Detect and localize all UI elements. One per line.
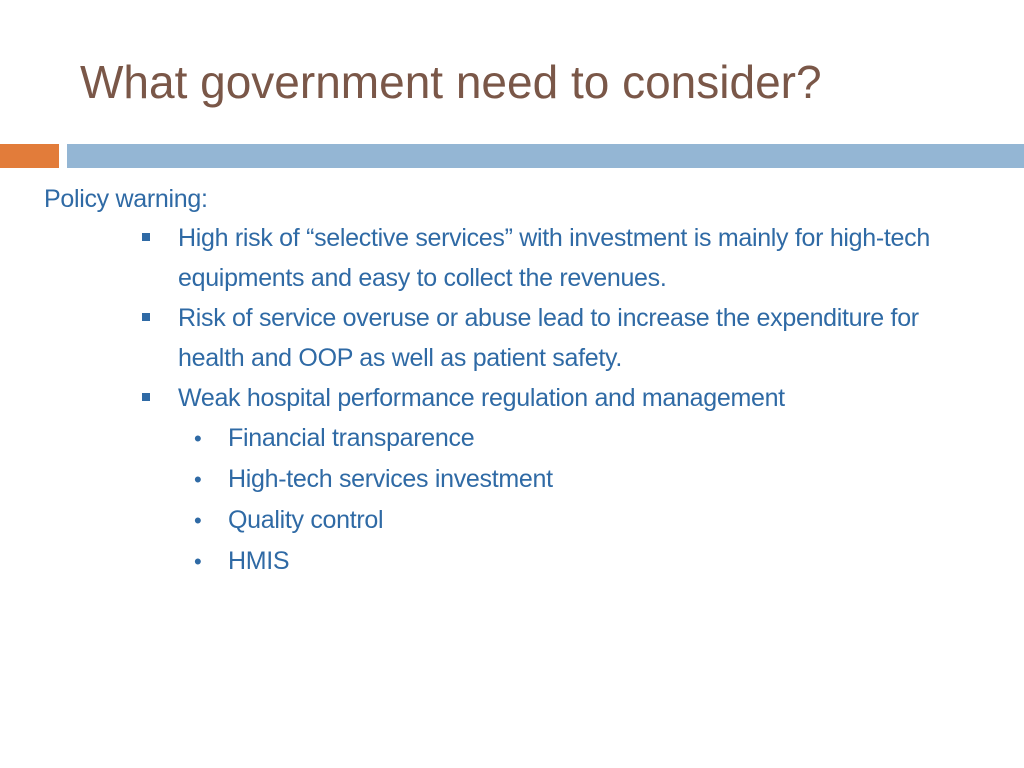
bullet-item xyxy=(136,298,984,378)
accent-bar-blue xyxy=(67,144,1024,168)
sub-bullet-text: HMIS xyxy=(228,547,290,575)
sub-bullet-item xyxy=(186,541,984,582)
slide-content xyxy=(44,180,984,582)
bullet-item xyxy=(136,378,984,582)
square-bullet-icon xyxy=(142,313,150,321)
bullet-text: Risk of service overuse or abuse lead to increase the expenditure for health and OOP as well as patient safety. xyxy=(178,304,919,372)
bullet-text: High risk of “selective services” with investment is mainly for high-tech equipments and easy to collect the revenues. xyxy=(178,224,930,292)
accent-bar-orange xyxy=(0,144,59,168)
square-bullet-icon xyxy=(142,393,150,401)
dot-bullet-icon: • xyxy=(194,549,202,574)
square-bullet-icon xyxy=(142,233,150,241)
slide-title: What government need to consider? xyxy=(80,56,822,108)
dot-bullet-icon: • xyxy=(194,426,202,451)
sub-bullet-list xyxy=(178,418,984,582)
policy-warning-heading: Policy warning: xyxy=(44,185,208,213)
sub-bullet-text: High-tech services investment xyxy=(228,465,553,493)
sub-bullet-text: Quality control xyxy=(228,506,384,534)
dot-bullet-icon: • xyxy=(194,467,202,492)
sub-bullet-item xyxy=(186,459,984,500)
bullet-list xyxy=(44,218,984,582)
sub-bullet-item xyxy=(186,500,984,541)
bullet-item xyxy=(136,218,984,298)
dot-bullet-icon: • xyxy=(194,508,202,533)
bullet-text: Weak hospital performance regulation and management xyxy=(178,384,785,412)
sub-bullet-item xyxy=(186,418,984,459)
sub-bullet-text: Financial transparence xyxy=(228,424,475,452)
